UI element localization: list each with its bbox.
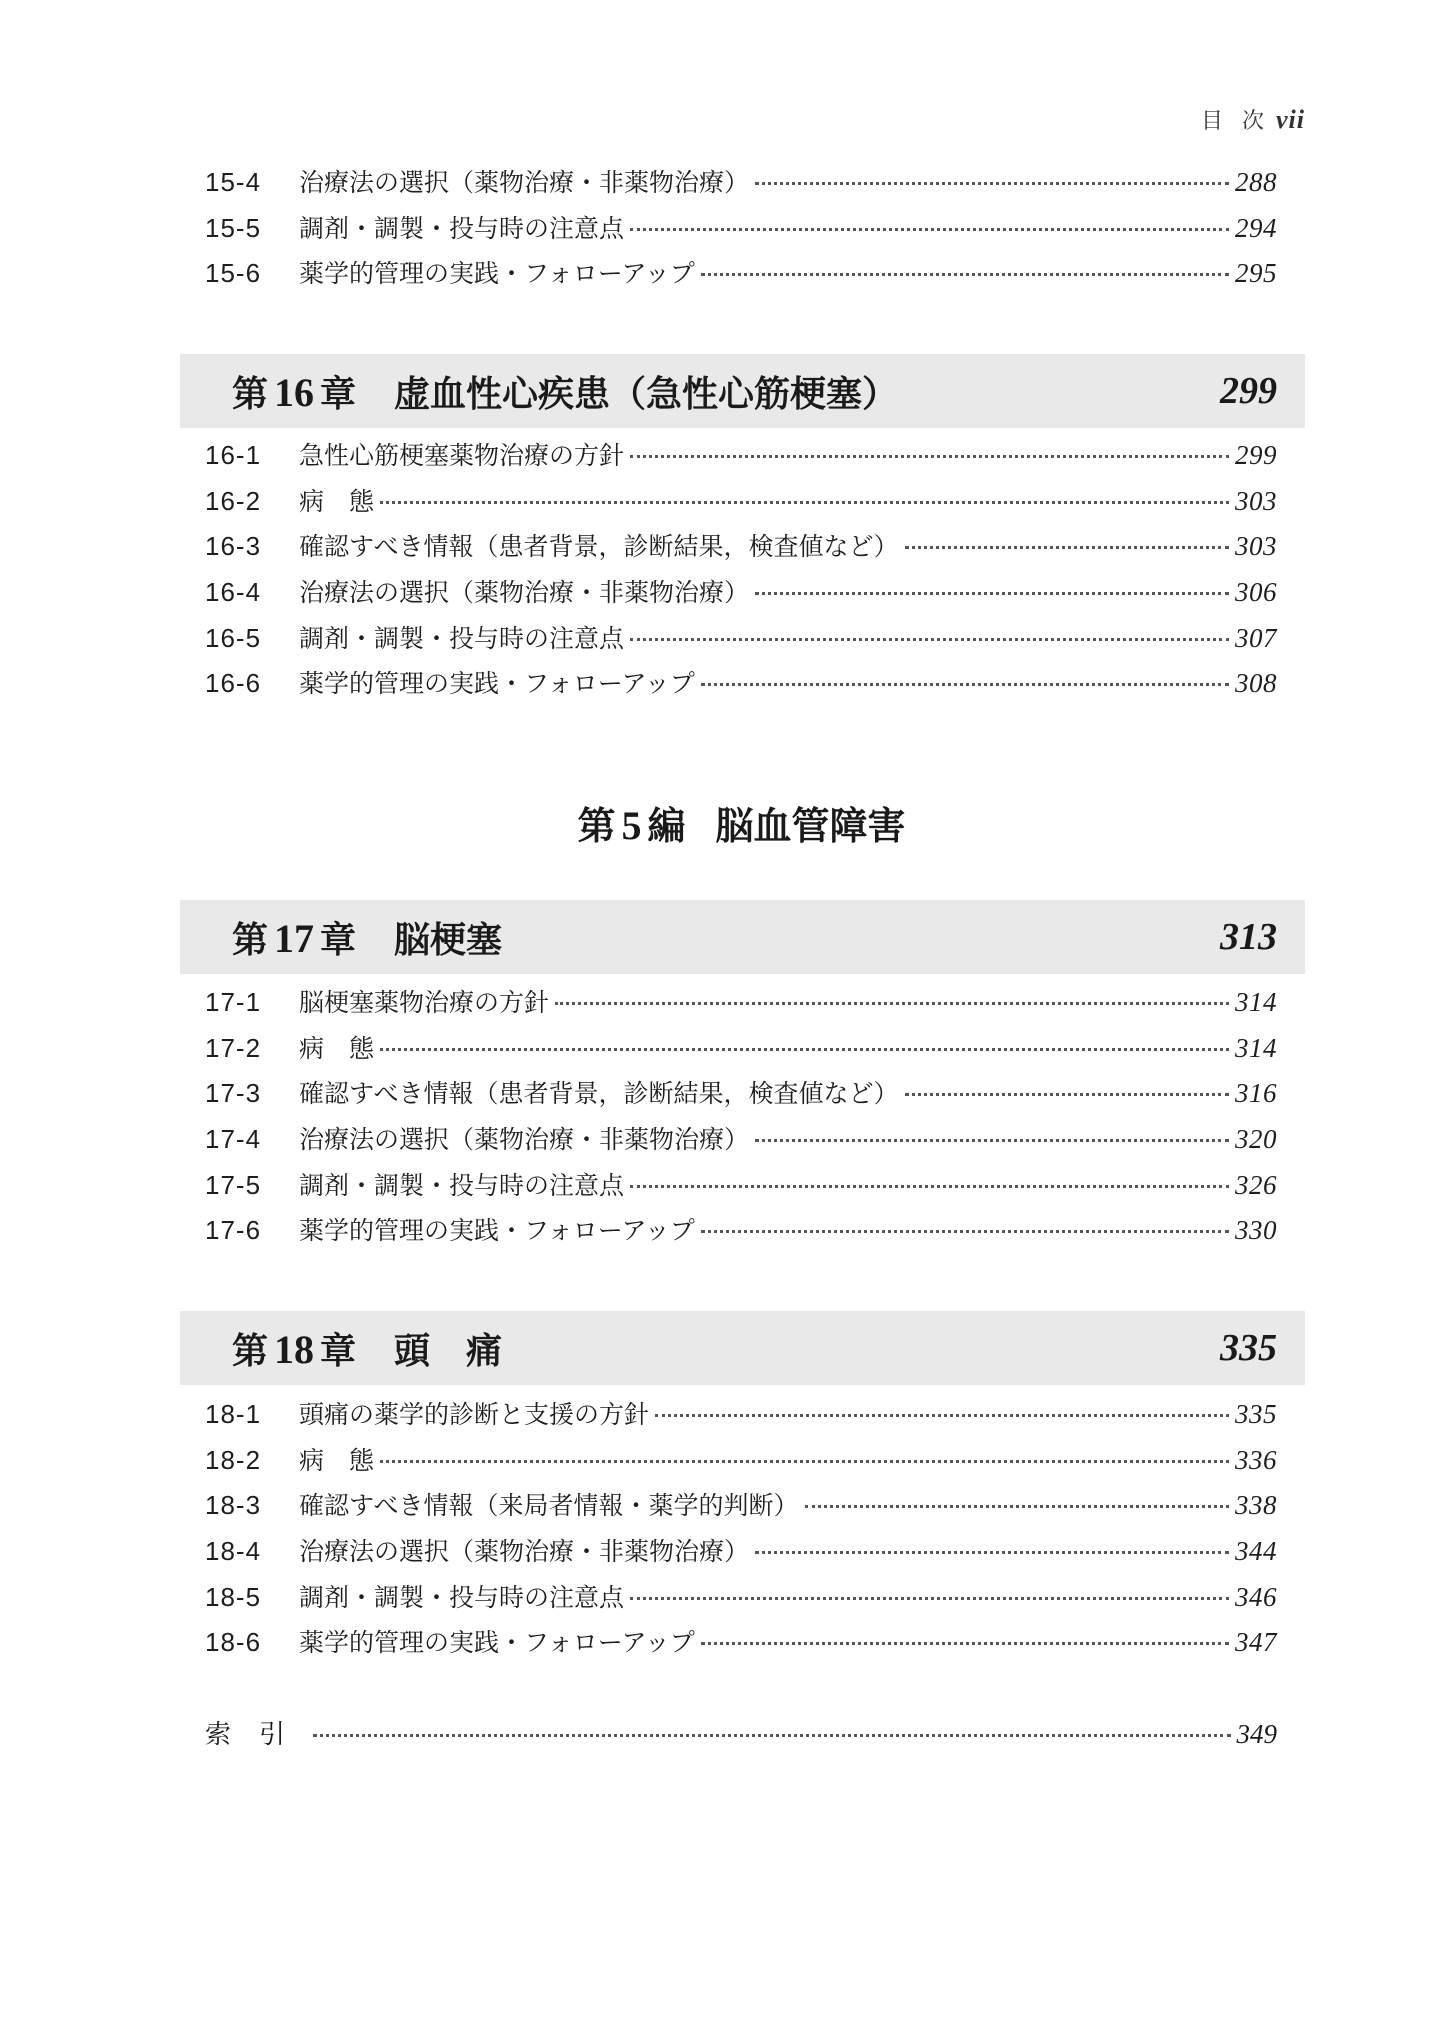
toc-entry-number: 15-5 (205, 212, 262, 243)
toc-entry-title: 薬学的管理の実践・フォローアップ (299, 259, 695, 289)
chapter-label-suffix: 章 (320, 1330, 357, 1372)
toc-entry-title: 薬学的管理の実践・フォローアップ (299, 1216, 695, 1246)
toc-entry-page: 294 (1235, 212, 1277, 243)
toc-entry[interactable] (205, 254, 1277, 300)
dot-leader (905, 546, 1229, 549)
chapter-label-suffix: 章 (320, 373, 357, 415)
toc-entry-number: 17-5 (205, 1169, 262, 1200)
dot-leader (655, 1414, 1229, 1417)
toc-entry-number: 17-1 (205, 987, 262, 1017)
toc-entry[interactable] (205, 1120, 1277, 1166)
chapter-label-prefix: 第 (232, 373, 269, 415)
toc-entry-number: 17-3 (205, 1078, 262, 1109)
chapter-label (232, 366, 356, 417)
toc-entry-number: 17-6 (205, 1215, 262, 1246)
chapter-18-heading[interactable] (180, 1311, 1305, 1385)
running-header (1201, 104, 1305, 135)
chapter-15-entries (205, 163, 1277, 300)
toc-entry-number: 15-6 (205, 258, 262, 289)
toc-entry-page: 295 (1235, 258, 1277, 289)
toc-entry-number: 16-4 (205, 577, 262, 608)
toc-entry-page: 326 (1235, 1169, 1277, 1200)
toc-entry[interactable] (205, 163, 1277, 209)
toc-entry-page: 314 (1235, 987, 1277, 1017)
dot-leader (630, 1185, 1229, 1188)
toc-entry-title: 治療法の選択（薬物治療・非薬物治療） (299, 168, 750, 197)
dot-leader (905, 1093, 1229, 1096)
toc-entry-number: 18-5 (205, 1581, 262, 1612)
part-5-heading[interactable] (0, 795, 1433, 850)
toc-entry[interactable] (205, 983, 1277, 1029)
toc-entry-page: 288 (1235, 167, 1277, 197)
toc-entry[interactable] (205, 573, 1277, 619)
chapter-17-entries (205, 983, 1277, 1257)
chapter-title: 虚血性心疾患（急性心筋梗塞） (394, 373, 899, 415)
toc-entry-number: 17-4 (205, 1124, 262, 1155)
toc-entry-title: 病 態 (299, 1445, 375, 1475)
toc-entry-page: 303 (1235, 531, 1277, 562)
toc-entry-title: 急性心筋梗塞薬物治療の方針 (299, 441, 625, 470)
toc-entry[interactable] (205, 209, 1277, 255)
dot-leader (380, 1048, 1229, 1051)
toc-entry-page: 346 (1235, 1581, 1277, 1612)
toc-entry-page: 335 (1235, 1399, 1277, 1429)
toc-entry-number: 16-5 (205, 622, 262, 653)
dot-leader (701, 1230, 1229, 1233)
chapter-label (232, 1323, 356, 1374)
part-label-prefix: 第 (577, 804, 616, 848)
toc-entry[interactable] (205, 1441, 1277, 1487)
toc-entry-title: 脳梗塞薬物治療の方針 (299, 988, 550, 1017)
toc-entry-title: 治療法の選択（薬物治療・非薬物治療） (299, 1537, 750, 1567)
toc-entry-number: 16-6 (205, 668, 262, 699)
toc-entry-title: 病 態 (299, 486, 375, 516)
chapter-18-entries (205, 1395, 1277, 1669)
toc-entry-title: 頭痛の薬学的診断と支援の方針 (299, 1400, 650, 1429)
dot-leader (701, 683, 1229, 686)
chapter-page: 299 (1220, 370, 1277, 412)
dot-leader (755, 1551, 1229, 1554)
dot-leader (755, 592, 1229, 595)
chapter-page: 335 (1220, 1327, 1277, 1369)
toc-entry-title: 治療法の選択（薬物治療・非薬物治療） (299, 578, 750, 608)
chapter-17-heading[interactable] (180, 900, 1305, 974)
toc-entry-page: 336 (1235, 1444, 1277, 1475)
toc-entry-title: 確認すべき情報（患者背景，診断結果，検査値など） (299, 532, 899, 562)
chapter-title: 脳梗塞 (394, 919, 503, 961)
index-title: 索引 (205, 1720, 314, 1750)
toc-entry-number: 15-4 (205, 167, 262, 197)
toc-entry-number: 18-2 (205, 1444, 262, 1475)
dot-leader (380, 1460, 1229, 1463)
toc-entry[interactable] (205, 1623, 1277, 1669)
toc-entry-title: 確認すべき情報（患者背景，診断結果，検査値など） (299, 1079, 899, 1109)
toc-entry-number: 16-3 (205, 531, 262, 562)
part-number: 5 (621, 803, 642, 848)
toc-entry-number: 16-2 (205, 485, 262, 516)
toc-entry-page: 344 (1235, 1536, 1277, 1567)
dot-leader (755, 1139, 1229, 1142)
toc-entry-title: 治療法の選択（薬物治療・非薬物治療） (299, 1125, 750, 1155)
chapter-16-entries (205, 436, 1277, 710)
toc-entry[interactable] (205, 1532, 1277, 1578)
chapter-number: 18 (274, 1326, 315, 1372)
toc-entry-number: 18-3 (205, 1490, 262, 1521)
toc-entry-number: 18-4 (205, 1536, 262, 1567)
toc-entry-title: 調剤・調製・投与時の注意点 (299, 213, 625, 243)
toc-entry-page: 303 (1235, 485, 1277, 516)
toc-entry[interactable] (205, 1166, 1277, 1212)
part-label-suffix: 編 (647, 804, 686, 848)
toc-entry-number: 17-2 (205, 1032, 262, 1063)
toc-entry[interactable] (205, 436, 1277, 482)
chapter-page: 313 (1220, 916, 1277, 958)
dot-leader (805, 1505, 1229, 1508)
part-label (577, 804, 685, 848)
toc-entry[interactable] (205, 1211, 1277, 1257)
dot-leader (701, 273, 1229, 276)
toc-entry-page: 307 (1235, 622, 1277, 653)
toc-entry-title: 薬学的管理の実践・フォローアップ (299, 669, 695, 699)
toc-entry[interactable] (205, 482, 1277, 528)
toc-entry-page: 330 (1235, 1215, 1277, 1246)
toc-entry[interactable] (205, 619, 1277, 665)
chapter-label-prefix: 第 (232, 919, 269, 961)
dot-leader (313, 1734, 1230, 1737)
toc-entry-number: 16-1 (205, 440, 262, 470)
toc-entry[interactable] (205, 1395, 1277, 1441)
toc-entry-title: 確認すべき情報（来局者情報・薬学的判断） (299, 1491, 799, 1521)
part-title: 脳血管障害 (715, 804, 906, 848)
toc-entry-title: 薬学的管理の実践・フォローアップ (299, 1628, 695, 1658)
index-page: 349 (1236, 1719, 1277, 1749)
toc-entry-title: 調剤・調製・投与時の注意点 (299, 1170, 625, 1200)
dot-leader (630, 228, 1229, 231)
toc-entry-page: 308 (1235, 668, 1277, 699)
toc-entry-title: 調剤・調製・投与時の注意点 (299, 1582, 625, 1612)
toc-entry-number: 18-6 (205, 1627, 262, 1658)
toc-entry-page: 299 (1235, 440, 1277, 470)
dot-leader (701, 1642, 1229, 1645)
dot-leader (555, 1002, 1229, 1005)
index-entry[interactable] (205, 1714, 1277, 1751)
toc-entry-title: 調剤・調製・投与時の注意点 (299, 623, 625, 653)
toc-entry-page: 316 (1235, 1078, 1277, 1109)
dot-leader (630, 638, 1229, 641)
chapter-title: 頭 痛 (394, 1330, 503, 1372)
toc-entry-page: 314 (1235, 1032, 1277, 1063)
chapter-label (232, 912, 356, 963)
dot-leader (380, 501, 1229, 504)
dot-leader (630, 1597, 1229, 1600)
running-header-page-number: vii (1276, 105, 1305, 134)
running-header-label: 目 次 (1201, 109, 1270, 134)
toc-entry-page: 347 (1235, 1627, 1277, 1658)
toc-entry-page: 306 (1235, 577, 1277, 608)
toc-entry[interactable] (205, 1486, 1277, 1532)
toc-entry[interactable] (205, 527, 1277, 573)
toc-entry-page: 338 (1235, 1490, 1277, 1521)
chapter-number: 16 (274, 369, 315, 415)
chapter-16-heading[interactable] (180, 354, 1305, 428)
toc-entry[interactable] (205, 1029, 1277, 1075)
chapter-label-suffix: 章 (320, 919, 357, 961)
toc-entry-title: 病 態 (299, 1033, 375, 1063)
toc-entry[interactable] (205, 1578, 1277, 1624)
toc-entry-number: 18-1 (205, 1399, 262, 1429)
dot-leader (630, 455, 1229, 458)
toc-entry-page: 320 (1235, 1124, 1277, 1155)
toc-entry[interactable] (205, 1074, 1277, 1120)
dot-leader (755, 182, 1229, 185)
toc-entry[interactable] (205, 664, 1277, 710)
chapter-label-prefix: 第 (232, 1330, 269, 1372)
chapter-number: 17 (274, 915, 315, 961)
